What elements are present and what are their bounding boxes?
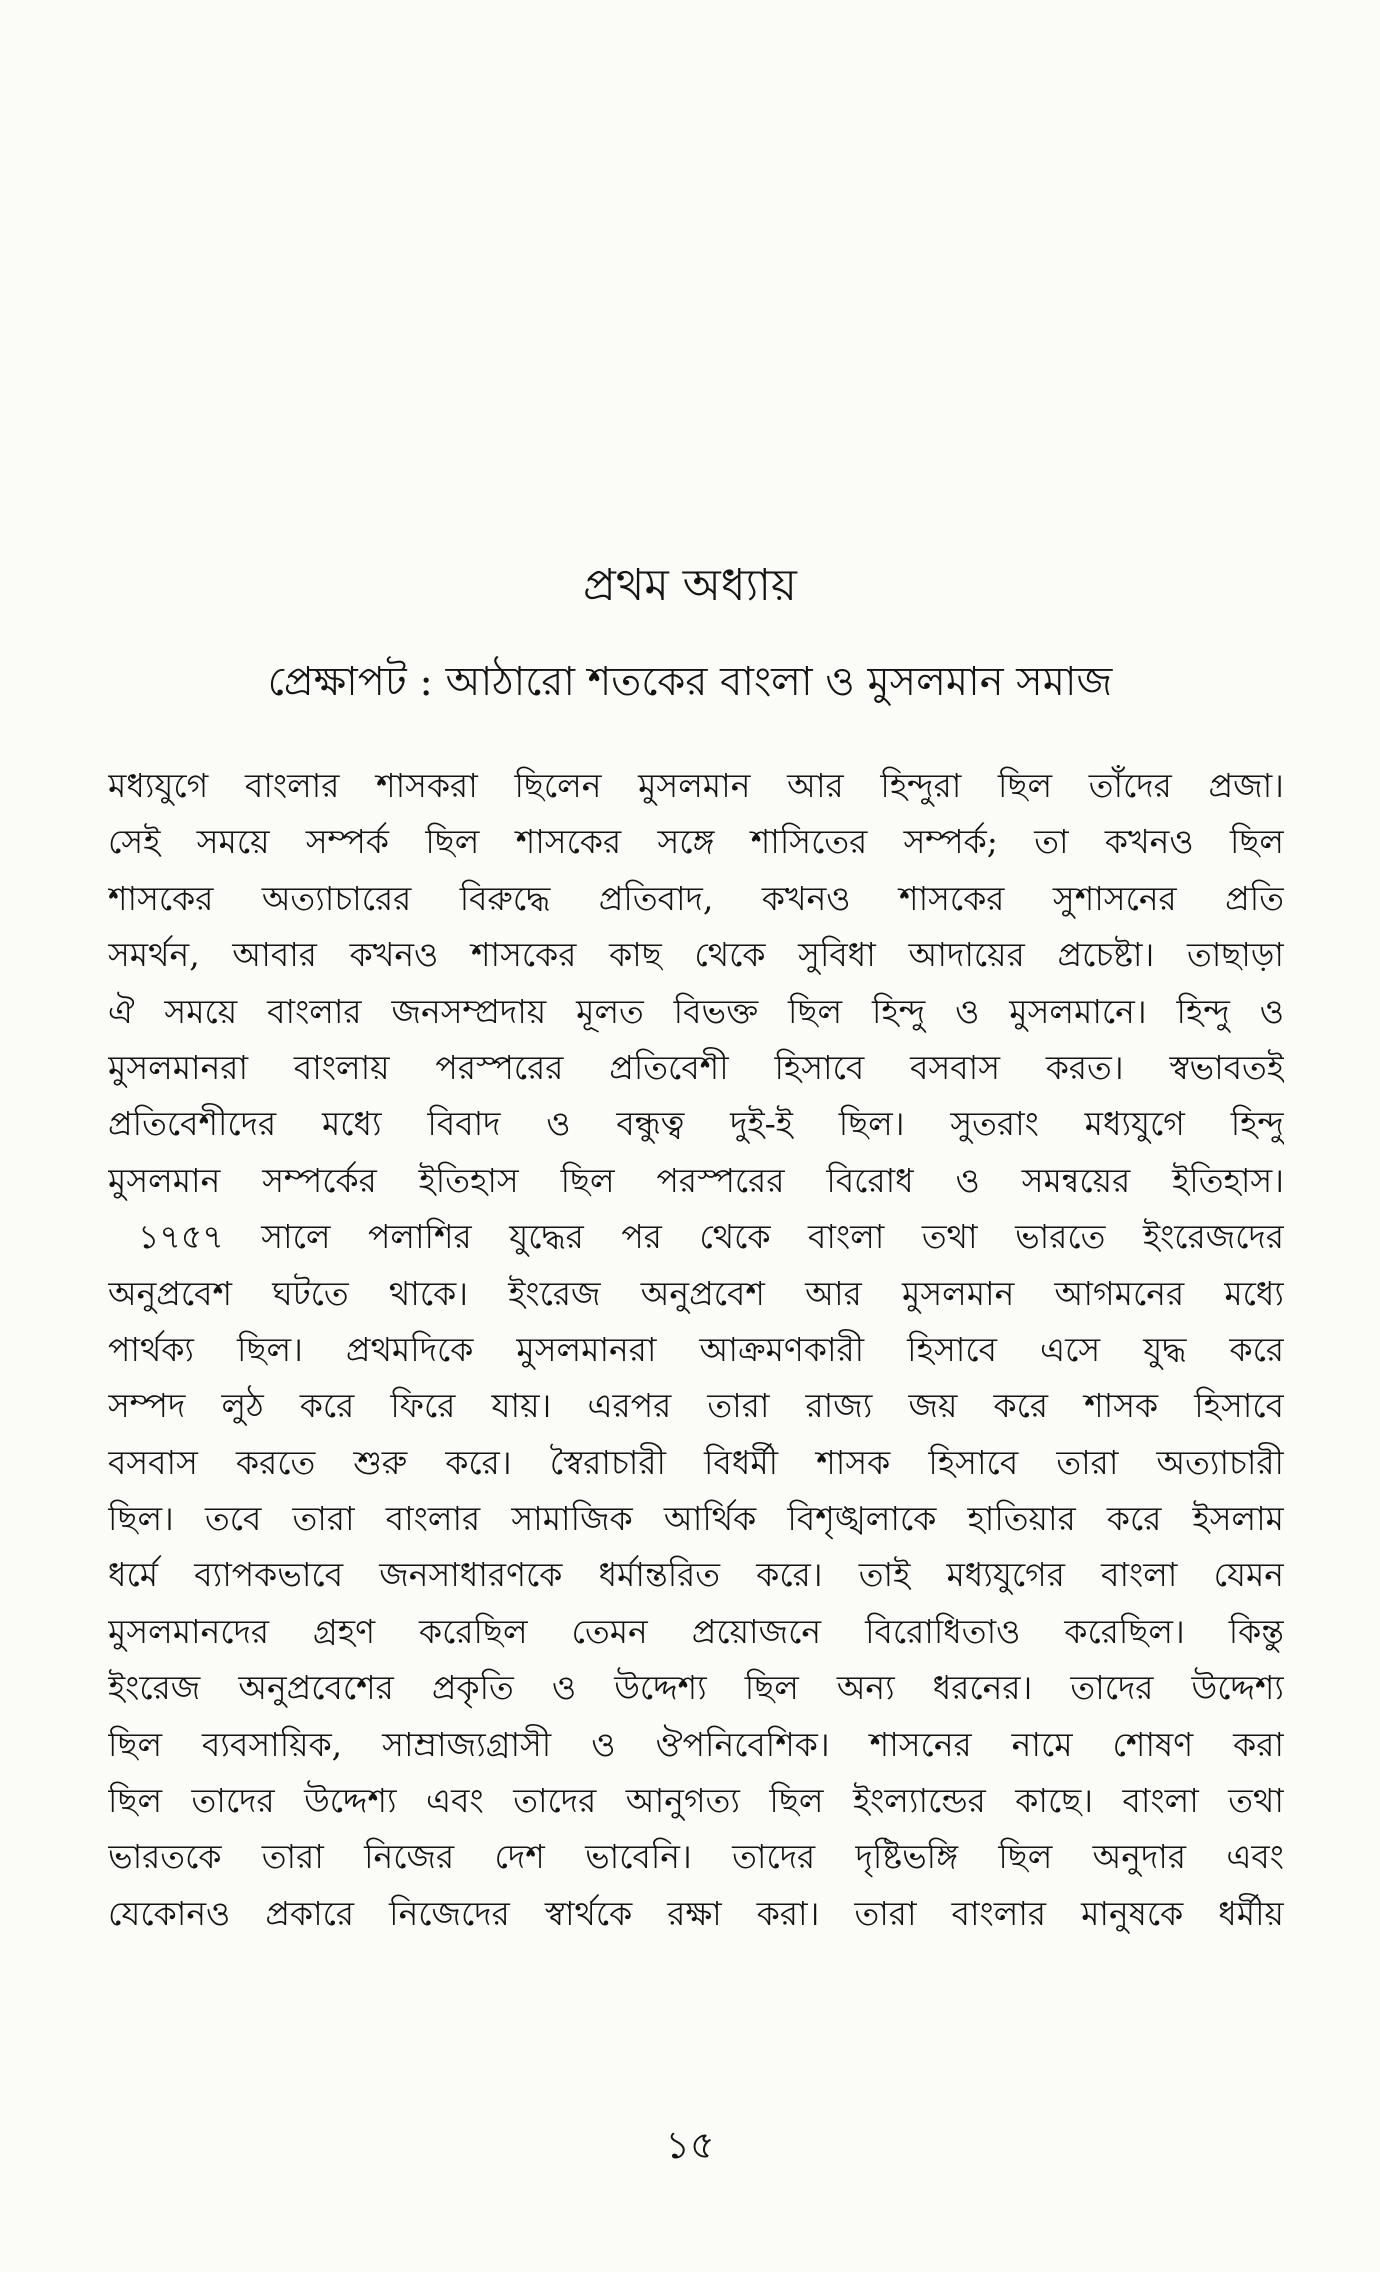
text-line: সেই সময়ে সম্পর্ক ছিল শাসকের সঙ্গে শাসিতের সম্পর্ক; তা কখনও ছিল (108, 822, 1284, 862)
text-line: পার্থক্য ছিল। প্রথমদিকে মুসলমানরা আক্রমণকারী হিসাবে এসে যুদ্ধ করে (108, 1329, 1284, 1369)
page-number: ১৫ (665, 2123, 715, 2167)
text-line: সমর্থন, আবার কখনও শাসকের কাছ থেকে সুবিধা আদায়ের প্রচেষ্টা। তাছাড়া (108, 935, 1284, 975)
text-line: মুসলমানদের গ্রহণ করেছিল তেমন প্রয়োজনে বিরোধিতাও করেছিল। কিন্তু (108, 1611, 1284, 1651)
text-line: ভারতকে তারা নিজের দেশ ভাবেনি। তাদের দৃষ্টিভঙ্গি ছিল অনুদার এবং (108, 1837, 1284, 1877)
text-line: বসবাস করতে শুরু করে। স্বৈরাচারী বিধর্মী শাসক হিসাবে তারা অত্যাচারী (108, 1442, 1284, 1482)
text-line: সম্পদ লুঠ করে ফিরে যায়। এরপর তারা রাজ্য জয় করে শাসক হিসাবে (108, 1386, 1284, 1426)
text-line: ঐ সময়ে বাংলার জনসম্প্রদায় মূলত বিভক্ত ছিল হিন্দু ও মুসলমানে। হিন্দু ও (108, 991, 1284, 1031)
body-text (108, 758, 1284, 1942)
text-line: মুসলমান সম্পর্কের ইতিহাস ছিল পরস্পরের বিরোধ ও সমন্বয়ের ইতিহাস। (108, 1160, 1284, 1200)
chapter-subtitle: প্রেক্ষাপট : আঠারো শতকের বাংলা ও মুসলমান সমাজ (267, 659, 1113, 705)
text-line: মুসলমানরা বাংলায় পরস্পরের প্রতিবেশী হিসাবে বসবাস করত। স্বভাবতই (108, 1047, 1284, 1087)
text-line: মধ্যযুগে বাংলার শাসকরা ছিলেন মুসলমান আর হিন্দুরা ছিল তাঁদের প্রজা। (108, 766, 1284, 805)
text-line: যেকোনও প্রকারে নিজেদের স্বার্থকে রক্ষা করা। তারা বাংলার মানুষকে ধর্মীয় (108, 1893, 1284, 1933)
text-line: ছিল তাদের উদ্দেশ্য এবং তাদের আনুগত্য ছিল ইংল্যান্ডের কাছে। বাংলা তথা (108, 1781, 1284, 1821)
text-line: ধর্মে ব্যাপকভাবে জনসাধারণকে ধর্মান্তরিত করে। তাই মধ্যযুগের বাংলা যেমন (108, 1555, 1284, 1595)
chapter-title: প্রথম অধ্যায় (583, 560, 797, 611)
text-line: শাসকের অত্যাচারের বিরুদ্ধে প্রতিবাদ, কখনও শাসকের সুশাসনের প্রতি (108, 878, 1284, 918)
text-line: ছিল। তবে তারা বাংলার সামাজিক আর্থিক বিশৃঙ্খলাকে হাতিয়ার করে ইসলাম (108, 1499, 1284, 1539)
paragraph-2 (108, 1209, 1284, 1942)
paragraph-1 (108, 758, 1284, 1209)
text-line: ১৭৫৭ সালে পলাশির যুদ্ধের পর থেকে বাংলা তথা ভারতে ইংরেজদের (138, 1217, 1284, 1257)
text-line: অনুপ্রবেশ ঘটতে থাকে। ইংরেজ অনুপ্রবেশ আর মুসলমান আগমনের মধ্যে (108, 1273, 1284, 1313)
text-line: ইংরেজ অনুপ্রবেশের প্রকৃতি ও উদ্দেশ্য ছিল অন্য ধরনের। তাদের উদ্দেশ্য (108, 1668, 1284, 1708)
text-line: ছিল ব্যবসায়িক, সাম্রাজ্যগ্রাসী ও ঔপনিবেশিক। শাসনের নামে শোষণ করা (108, 1724, 1284, 1764)
text-line: প্রতিবেশীদের মধ্যে বিবাদ ও বন্ধুত্ব দুই-ই ছিল। সুতরাং মধ্যযুগে হিন্দু (108, 1104, 1284, 1144)
